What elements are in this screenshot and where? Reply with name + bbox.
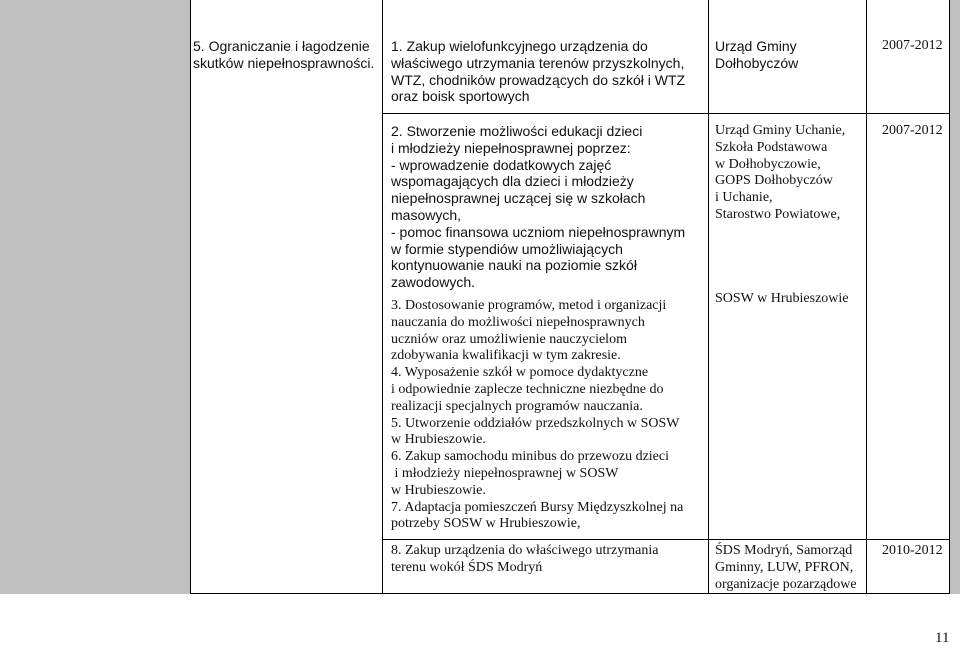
left-margin-bar bbox=[0, 0, 190, 594]
period-cell: 2007-2012 bbox=[882, 123, 943, 138]
responsible-cell: Urząd Gminy Uchanie, Szkoła Podstawowa w Dołhobyczowie, GOPS Dołhobyczów i Uchanie, Starostwo Powiatowe, bbox=[715, 123, 846, 222]
task-cell: 8. Zakup urządzenia do właściwego utrzymania terenu wokół ŚDS Modryń bbox=[391, 543, 659, 575]
responsible-cell: ŚDS Modryń, Samorząd Gminny, LUW, PFRON, organizacje pozarządowe bbox=[715, 543, 857, 592]
responsible-cell: Urząd Gminy Dołhobyczów bbox=[715, 38, 799, 71]
period-cell: 2007-2012 bbox=[882, 38, 943, 53]
table-border-right bbox=[949, 0, 950, 594]
area-cell: 5. Ograniczanie i łagodzenie skutków niepełnosprawności. bbox=[193, 38, 375, 71]
page-number: 11 bbox=[935, 630, 950, 646]
column-divider bbox=[382, 0, 383, 594]
task-cell: 2. Stworzenie możliwości edukacji dzieci i młodzieży niepełnosprawnej poprzez: - wprowadzenie dodatkowych zajęć wspomagających dla dzieci i młodzieży niepełnosprawnej uczącej się w szkołach masowych, - pomoc finansowa uczniom niepełnosprawnym w formie stypendiów umożliwiających kontynuowanie nauki na poziomie szkół zawodowych. bbox=[391, 123, 686, 291]
task-cell: 3. Dostosowanie programów, metod i organizacji nauczania do możliwości niepełnosprawnych uczniów oraz umożliwienie nauczycielom zdobywania kwalifikacji w tym zakresie. 4. Wyposażenie szkół w pomoce dydaktyczne i odpowiednie zaplecze techniczne niezbędne do realizacji specjalnych programów nauczania. 5. Utworzenie oddziałów przedszkolnych w SOSW w Hrubieszowie. 6. Zakup samochodu minibus do przewozu dzieci i młodzieży niepełnosprawnej w SOSW w Hrubieszowie. 7. Adaptacja pomieszczeń Bursy Międzyszkolnej na potrzeby SOSW w Hrubieszowie, bbox=[391, 298, 684, 532]
right-margin-bar bbox=[949, 0, 960, 594]
task-cell: 1. Zakup wielofunkcyjnego urządzenia do właściwego utrzymania terenów przyszkolnych, WTZ, chodników prowadzących do szkół i WTZ oraz boisk sportowych bbox=[391, 38, 686, 105]
period-cell: 2010-2012 bbox=[882, 543, 943, 558]
responsible-cell: SOSW w Hrubieszowie bbox=[715, 291, 849, 306]
row-divider bbox=[382, 113, 949, 114]
column-divider bbox=[866, 0, 867, 594]
column-divider bbox=[708, 0, 709, 594]
row-divider bbox=[382, 539, 949, 540]
table-border-left bbox=[190, 0, 191, 594]
